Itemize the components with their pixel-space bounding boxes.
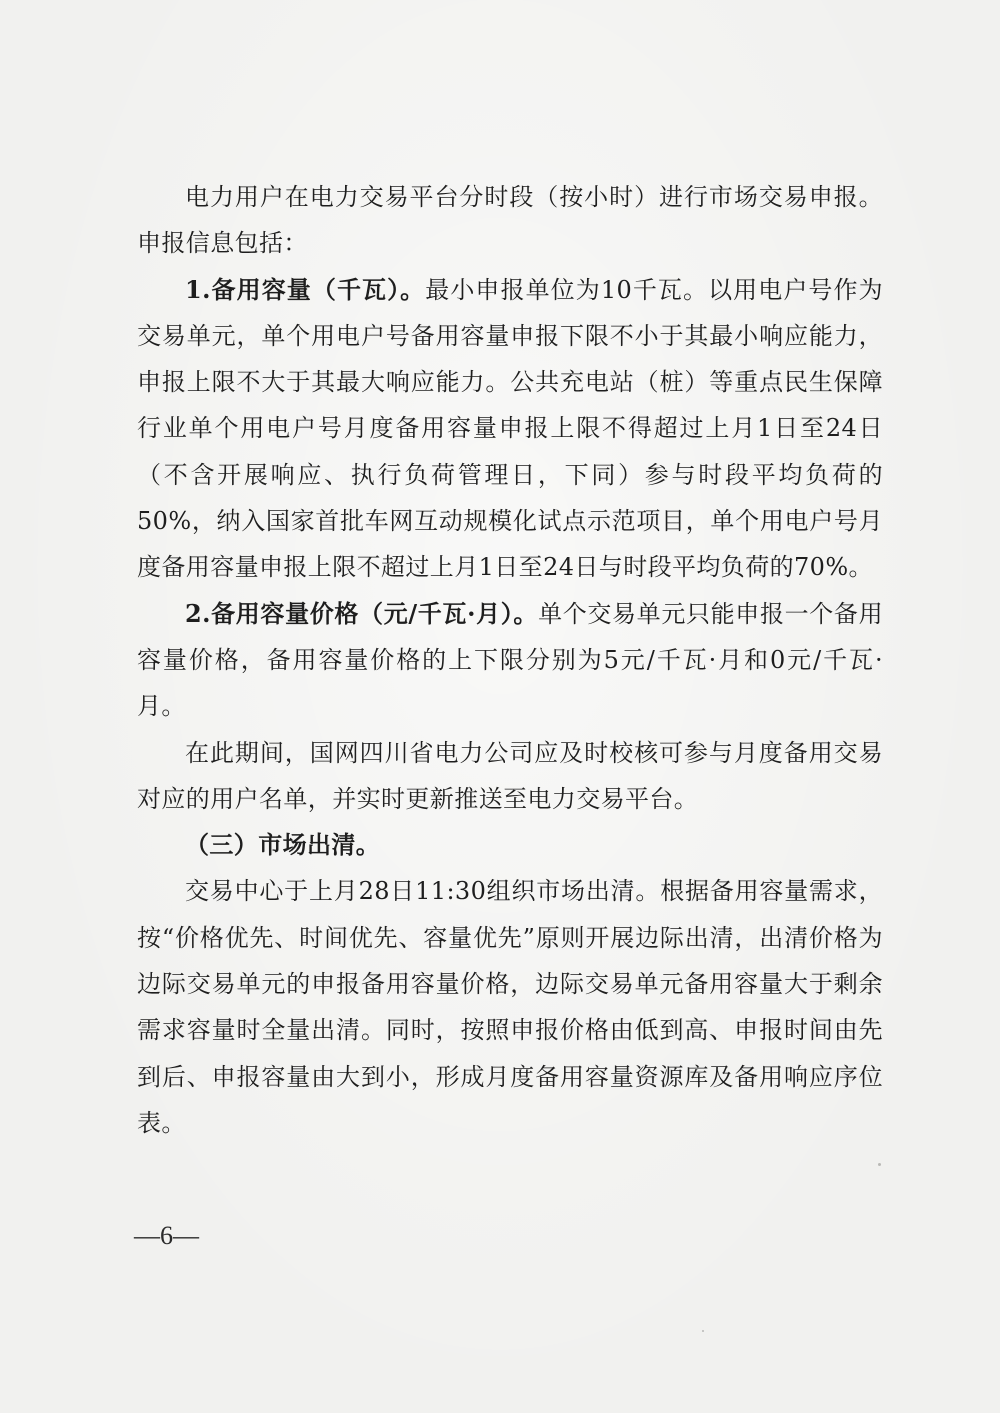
paragraph-text: 交易中心于上月28日11:30组织市场出清。根据备用容量需求，按“价格优先、时间优先、容量优先”原则开展边际出清，出清价格为边际交易单元的申报备用容量价格，边际交易单元备用容量大于剩余需求容量时全量出清。同时，按照申报价格由低到高、申报时间由先到后、申报容量由大到小，形成月度备用容量资源库及备用响应序位表。 [137,877,883,1137]
document-body [137,174,883,1146]
paragraph-text: 单个交易单元只能申报一个备用容量价格，备用容量价格的上下限分别为5元/千瓦·月和0元/千瓦·月。 [137,599,883,721]
paragraph-heading: 2.备用容量价格（元/千瓦·月）。 [185,598,539,628]
paragraph-heading: 1.备用容量（千瓦）。 [185,274,426,304]
paragraph-clearing-rules [137,868,883,1146]
paragraph-user-list-check [137,730,883,823]
page-number: —6— [134,1221,199,1250]
paragraph-reserve-price [137,591,883,730]
paragraph-reserve-capacity [137,267,883,591]
paragraph-text: 电力用户在电力交易平台分时段（按小时）进行市场交易申报。申报信息包括： [137,183,883,258]
scan-speck [878,1163,881,1166]
scan-speck [702,1330,704,1332]
paragraph-text: 在此期间，国网四川省电力公司应及时校核可参与月度备用交易对应的用户名单，并实时更新推送至电力交易平台。 [137,738,883,813]
paragraph-user-declaration [137,174,883,267]
section-heading: （三）市场出清。 [185,830,381,860]
section-heading-market-clearing [137,822,883,868]
paragraph-text: 最小申报单位为10千瓦。以用电户号作为交易单元，单个用电户号备用容量申报下限不小于其最小响应能力，申报上限不大于其最大响应能力。公共充电站（桩）等重点民生保障行业单个用电户号月度备用容量申报上限不得超过上月1日至24日（不含开展响应、执行负荷管理日，下同）参与时段平均负荷的50%，纳入国家首批车网互动规模化试点示范项目，单个用电户号月度备用容量申报上限不超过上月1日至24日与时段平均负荷的70%。 [137,275,883,582]
